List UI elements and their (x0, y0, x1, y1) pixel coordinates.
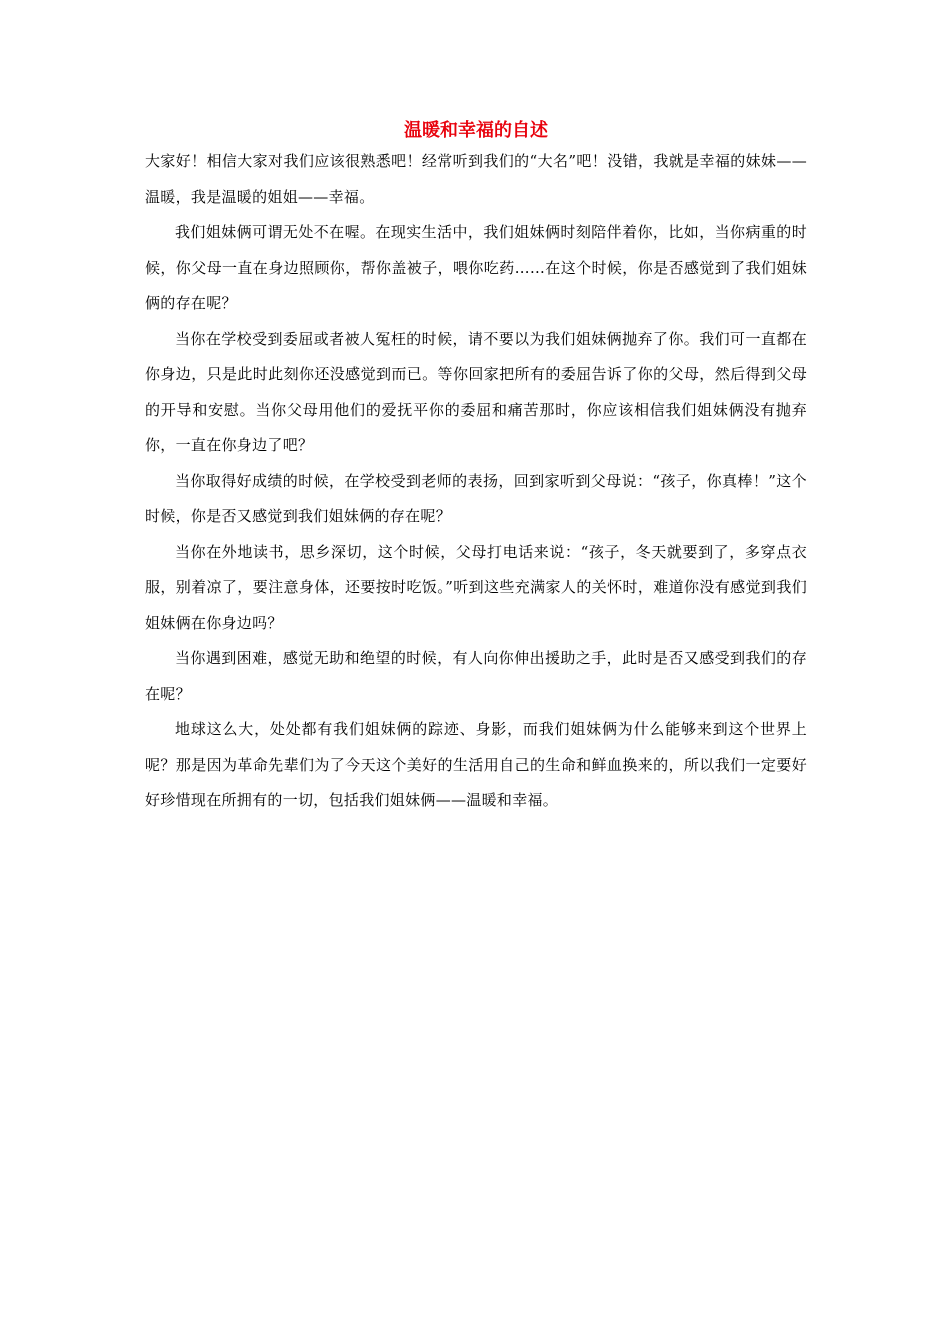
paragraph-good-grades: 当你取得好成绩的时候，在学校受到老师的表扬，回到家听到父母说：“孩子，你真棒！”这个时候，你是否又感觉到我们姐妹俩的存在呢？ (145, 471, 807, 525)
paragraph-conclusion: 地球这么大，处处都有我们姐妹俩的踪迹、身影，而我们姐妹俩为什么能够来到这个世界上呢？那是因为革命先辈们为了今天这个美好的生活用自己的生命和鲜血换来的，所以我们一定要好好珍惜现在所拥有的一切，包括我们姐妹俩——温暖和幸福。 (145, 720, 807, 809)
document-title: 温暖和幸福的自述 (404, 120, 548, 141)
paragraph-intro: 大家好！相信大家对我们应该很熟悉吧！经常听到我们的“大名”吧！没错，我就是幸福的妹妹——温暖，我是温暖的姐姐——幸福。 (145, 152, 807, 206)
paragraph-school-wronged: 当你在学校受到委屈或者被人冤枉的时候，请不要以为我们姐妹俩抛弃了你。我们可一直都在你身边，只是此时此刻你还没感觉到而已。等你回家把所有的委屈告诉了你的父母，然后得到父母的开导和安慰。当你父母用他们的爱抚平你的委屈和痛苦那时，你应该相信我们姐妹俩没有抛弃你，一直在你身边了吧？ (145, 329, 807, 454)
paragraph-studying-away: 当你在外地读书，思乡深切，这个时候，父母打电话来说：“孩子，冬天就要到了，多穿点衣服，别着凉了，要注意身体，还要按时吃饭。”听到这些充满家人的关怀时，难道你没有感觉到我们姐妹俩在你身边吗？ (145, 542, 807, 632)
document-page (145, 118, 807, 819)
paragraph-difficulty: 当你遇到困难，感觉无助和绝望的时候，有人向你伸出援助之手，此时是否又感受到我们的存在呢？ (145, 649, 807, 703)
paragraph-everywhere: 我们姐妹俩可谓无处不在喔。在现实生活中，我们姐妹俩时刻陪伴着你，比如，当你病重的时候，你父母一直在身边照顾你，帮你盖被子，喂你吃药……在这个时候，你是否感觉到了我们姐妹俩的存在呢？ (145, 223, 807, 312)
